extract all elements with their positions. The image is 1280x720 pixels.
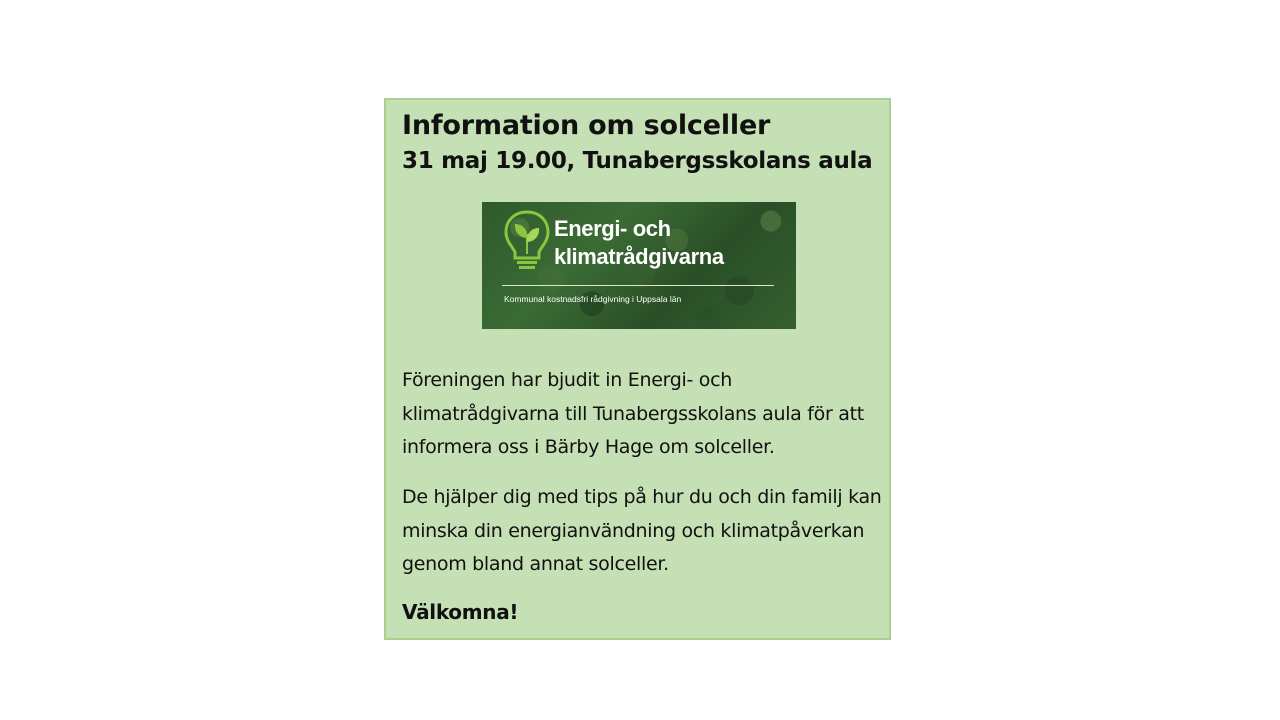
info-card (384, 98, 891, 640)
energy-advisors-logo (482, 202, 796, 329)
logo-divider (502, 285, 774, 286)
description-paragraph: De hjälper dig med tips på hur du och din familj kan minska din energianvändning och klimatpåverkan genom bland annat solceller. (402, 486, 882, 575)
page-title: Information om solceller (402, 110, 771, 141)
intro-paragraph: Föreningen har bjudit in Energi- och klimatrådgivarna till Tunabergsskolans aula för att informera oss i Bärby Hage om solceller. (402, 369, 864, 458)
logo-text-line1: Energi- och (554, 216, 671, 241)
logo-tagline: Kommunal kostnadsfri rådgivning i Uppsala län (504, 294, 682, 304)
lightbulb-leaf-icon (502, 208, 552, 274)
logo-text-line2: klimatrådgivarna (554, 244, 724, 269)
welcome-text: Välkomna! (402, 600, 519, 624)
event-subtitle: 31 maj 19.00, Tunabergsskolans aula (402, 148, 873, 174)
